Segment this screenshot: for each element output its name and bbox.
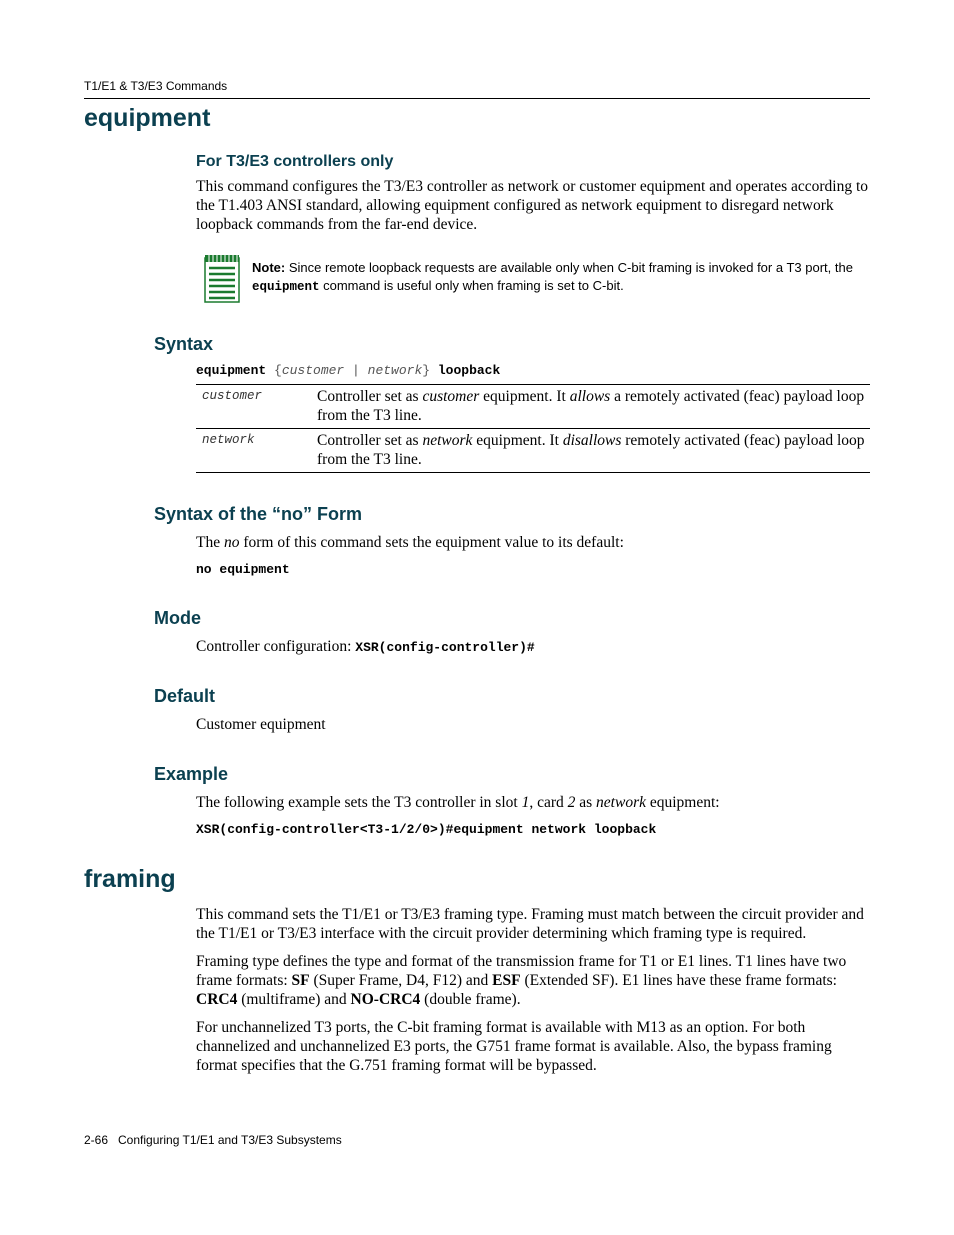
syntax-open-brace: {: [266, 363, 282, 378]
example-text-part: equipment:: [645, 794, 720, 811]
example-text-part: The following example sets the T3 controller in slot: [196, 794, 522, 811]
description-text: This command configures the T3/E3 controller as network or customer equipment and operates according to the T1.403 ANSI standard, allowing equipment configured as network equipment to disregard network loopback commands from the far-end device.: [196, 178, 869, 233]
note-code: equipment: [252, 279, 320, 294]
scope-heading: For T3/E3 controllers only: [196, 153, 394, 170]
no-form-text: [196, 533, 870, 552]
example-heading: Example: [154, 764, 229, 784]
param-desc-em: allows: [569, 388, 611, 405]
example-code: XSR(config-controller<T3-1/2/0>)#equipment network loopback: [196, 822, 657, 837]
parameter-table: [196, 384, 870, 473]
example-text-part: as: [575, 794, 597, 811]
no-form-text-post: form of this command sets the equipment value to its default:: [239, 534, 624, 551]
framing-bold: NO-CRC4: [350, 991, 421, 1008]
mode-text: [196, 637, 870, 657]
framing-paragraph-3: For unchannelized T3 ports, the C-bit framing format is available with M13 as an option. For both channelized and unchannelized E3 ports, the G751 frame format is available. Also, the bypass framing format specifies that the G.751 framing format will be bypassed.: [196, 1019, 832, 1074]
syntax-separator: |: [344, 363, 368, 378]
framing-body: [196, 905, 870, 1084]
param-desc-em: network: [422, 432, 473, 449]
syntax-line: [196, 363, 500, 378]
header-rule: [84, 98, 870, 99]
framing-text: (multiframe) and: [237, 991, 351, 1008]
default-text: Customer equipment: [196, 716, 326, 733]
command-title-equipment: equipment: [84, 104, 211, 132]
note-text-after: command is useful only when framing is set to C-bit.: [319, 277, 624, 293]
framing-text: Framing type defines the type and format of the transmission frame for T1 or E1 lines. T1 lines have two frame formats:: [196, 953, 847, 989]
example-text-em: network: [596, 794, 646, 811]
table-row: [196, 429, 870, 473]
command-title-framing: framing: [84, 865, 176, 893]
param-name: network: [202, 433, 255, 447]
equipment-description: [196, 177, 870, 243]
framing-paragraph-2: [196, 952, 870, 1009]
framing-text: (Super Frame, D4, F12) and: [309, 972, 493, 989]
param-desc-text: Controller set as: [317, 388, 423, 405]
no-form-heading: Syntax of the “no” Form: [154, 504, 363, 524]
running-head: T1/E1 & T3/E3 Commands: [84, 79, 228, 93]
note-label: Note:: [252, 260, 286, 275]
syntax-arg-customer: customer: [281, 363, 345, 378]
framing-bold: CRC4: [196, 991, 238, 1008]
param-desc-text: equipment. It: [472, 432, 563, 449]
param-name: customer: [202, 389, 263, 403]
no-form-text-pre: The: [196, 534, 224, 551]
example-text: [196, 793, 870, 812]
param-desc-text: equipment. It: [479, 388, 570, 405]
param-description: [317, 429, 870, 473]
note-text-before: Since remote loopback requests are available only when C-bit framing is invoked for a T3 port, the: [285, 260, 853, 275]
framing-text: (Extended SF). E1 lines have these frame formats:: [520, 972, 837, 989]
param-description: [317, 385, 870, 429]
table-row: [196, 385, 870, 429]
syntax-heading: Syntax: [154, 334, 214, 354]
example-text-em: 2: [567, 794, 576, 811]
syntax-arg-network: network: [367, 363, 423, 378]
page-footer: 2-66 Configuring T1/E1 and T3/E3 Subsystems: [84, 1133, 342, 1147]
syntax-command: equipment: [196, 363, 267, 378]
param-desc-text: a remotely activated (feac) payload loop from the T3 line.: [317, 388, 865, 424]
param-desc-em: customer: [422, 388, 480, 405]
framing-bold: SF: [291, 972, 310, 989]
framing-paragraph-1: This command sets the T1/E1 or T3/E3 framing type. Framing must match between the circuit provider and the T1/E1 or T3/E3 interface with the circuit provider determining which framing type is required.: [196, 906, 864, 942]
mode-prompt: XSR(config-controller)#: [355, 640, 535, 655]
mode-label: Controller configuration:: [196, 638, 356, 655]
param-desc-em: disallows: [562, 432, 622, 449]
syntax-close-brace: }: [422, 363, 438, 378]
param-desc-text: Controller set as: [317, 432, 423, 449]
default-heading: Default: [154, 686, 216, 706]
param-desc-text: remotely activated (feac) payload loop from the T3 line.: [317, 432, 865, 468]
no-form-text-em: no: [223, 534, 240, 551]
example-text-em: 1: [521, 794, 530, 811]
note-text: [252, 259, 862, 296]
mode-heading: Mode: [154, 608, 201, 628]
example-text-part: , card: [529, 794, 568, 811]
notepad-icon: [204, 254, 242, 304]
syntax-keyword: loopback: [437, 363, 501, 378]
framing-bold: ESF: [492, 972, 521, 989]
no-form-code: no equipment: [196, 562, 290, 577]
framing-text: (double frame).: [420, 991, 521, 1008]
